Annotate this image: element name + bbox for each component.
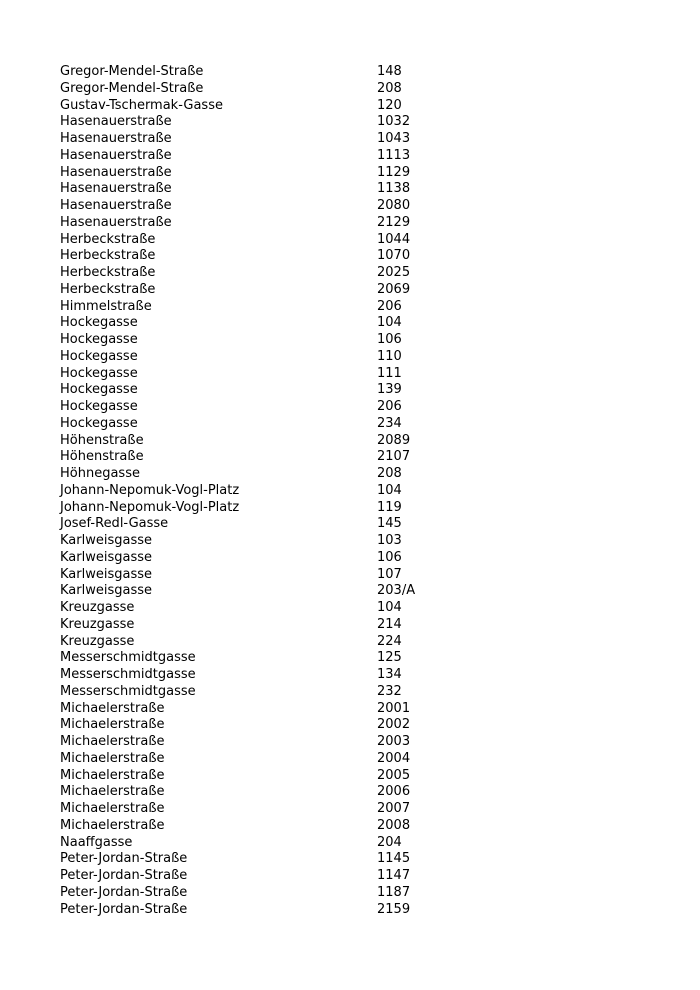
street-name: Herbeckstraße [60, 265, 156, 280]
list-item [60, 751, 620, 768]
house-number: 139 [377, 382, 402, 398]
street-name: Höhnegasse [60, 466, 140, 481]
list-item [60, 650, 620, 667]
list-item [60, 667, 620, 684]
house-number: 2007 [377, 801, 411, 816]
list-item [60, 684, 620, 701]
house-number: 2005 [377, 767, 411, 783]
house-number: 1187 [377, 884, 411, 900]
street-name: Naaffgasse [60, 834, 133, 850]
street-name: Johann-Nepomuk-Vogl-Platz [60, 482, 240, 498]
list-item [60, 332, 620, 349]
house-number: 1145 [377, 851, 411, 867]
street-name: Karlweisgasse [60, 583, 152, 599]
house-number: 104 [377, 482, 402, 498]
street-name: Michaelerstraße [60, 817, 165, 833]
house-number: 2004 [377, 750, 411, 766]
street-name: Johann-Nepomuk-Vogl-Platz [60, 499, 240, 515]
street-name: Michaelerstraße [60, 801, 165, 816]
street-name: Kreuzgasse [60, 616, 135, 632]
list-item [60, 315, 620, 332]
house-number: 2006 [377, 784, 411, 800]
street-name: Messerschmidtgasse [60, 667, 196, 682]
house-number: 103 [377, 533, 402, 548]
list-item [60, 583, 620, 600]
list-item [60, 533, 620, 550]
street-name: Hockegasse [60, 332, 138, 347]
street-name: Kreuzgasse [60, 633, 135, 649]
house-number: 1129 [377, 164, 411, 180]
street-name: Hockegasse [60, 399, 138, 414]
street-name: Michaelerstraße [60, 734, 165, 749]
list-item [60, 818, 620, 835]
street-name: Gustav-Tschermak-Gasse [60, 97, 223, 113]
house-number: 206 [377, 298, 402, 314]
street-name: Michaelerstraße [60, 717, 165, 733]
list-item [60, 265, 620, 282]
list-item [60, 165, 620, 182]
house-number: 2003 [377, 734, 411, 749]
list-item [60, 717, 620, 734]
street-name: Karlweisgasse [60, 566, 152, 582]
list-item [60, 181, 620, 198]
list-item [60, 399, 620, 416]
street-name: Hasenauerstraße [60, 181, 172, 197]
house-number: 2001 [377, 700, 411, 716]
house-number: 1147 [377, 868, 411, 883]
house-number: 2080 [377, 198, 411, 213]
house-number: 206 [377, 399, 402, 414]
street-name: Messerschmidtgasse [60, 683, 196, 699]
list-item [60, 114, 620, 131]
list-item [60, 516, 620, 533]
list-item [60, 64, 620, 81]
house-number: 1044 [377, 231, 411, 247]
street-name: Michaelerstraße [60, 767, 165, 783]
house-number: 107 [377, 566, 402, 582]
list-item [60, 483, 620, 500]
house-number: 2159 [377, 901, 411, 917]
street-name: Hockegasse [60, 382, 138, 398]
street-name: Herbeckstraße [60, 231, 156, 247]
street-name: Peter-Jordan-Straße [60, 851, 188, 867]
street-name: Hockegasse [60, 348, 138, 364]
list-item [60, 299, 620, 316]
street-name: Michaelerstraße [60, 700, 165, 716]
street-name: Peter-Jordan-Straße [60, 868, 188, 883]
list-item [60, 600, 620, 617]
list-item [60, 215, 620, 232]
list-item [60, 734, 620, 751]
house-number: 106 [377, 549, 402, 565]
list-item [60, 248, 620, 265]
list-item [60, 768, 620, 785]
house-number: 148 [377, 64, 402, 79]
street-name: Michaelerstraße [60, 750, 165, 766]
address-list [60, 64, 620, 918]
list-item [60, 902, 620, 919]
list-item [60, 567, 620, 584]
street-name: Karlweisgasse [60, 533, 152, 548]
list-item [60, 784, 620, 801]
list-item [60, 851, 620, 868]
street-name: Himmelstraße [60, 298, 152, 314]
house-number: 214 [377, 616, 402, 632]
house-number: 1113 [377, 147, 411, 163]
house-number: 1043 [377, 131, 411, 146]
street-name: Herbeckstraße [60, 281, 156, 297]
street-name: Hasenauerstraße [60, 164, 172, 180]
list-item [60, 232, 620, 249]
street-name: Höhenstraße [60, 432, 144, 448]
street-name: Peter-Jordan-Straße [60, 901, 188, 917]
house-number: 104 [377, 315, 402, 331]
street-name: Hockegasse [60, 415, 138, 431]
house-number: 2008 [377, 817, 411, 833]
list-item [60, 416, 620, 433]
list-item [60, 433, 620, 450]
street-name: Josef-Redl-Gasse [60, 516, 169, 532]
house-number: 1070 [377, 248, 411, 264]
house-number: 120 [377, 97, 402, 113]
list-item [60, 382, 620, 399]
house-number: 104 [377, 600, 402, 615]
list-item [60, 131, 620, 148]
list-item [60, 500, 620, 517]
street-name: Hasenauerstraße [60, 131, 172, 146]
list-item [60, 148, 620, 165]
house-number: 203/A [377, 583, 416, 599]
house-number: 145 [377, 516, 402, 532]
house-number: 1032 [377, 114, 411, 130]
house-number: 119 [377, 499, 402, 515]
house-number: 106 [377, 332, 402, 347]
list-item [60, 550, 620, 567]
list-item [60, 701, 620, 718]
list-item [60, 98, 620, 115]
house-number: 234 [377, 415, 402, 431]
list-item [60, 466, 620, 483]
street-name: Peter-Jordan-Straße [60, 884, 188, 900]
house-number: 232 [377, 683, 402, 699]
street-name: Michaelerstraße [60, 784, 165, 800]
house-number: 204 [377, 834, 402, 850]
house-number: 2089 [377, 432, 411, 448]
street-name: Karlweisgasse [60, 549, 152, 565]
house-number: 208 [377, 466, 402, 481]
street-name: Messerschmidtgasse [60, 650, 196, 666]
street-name: Hockegasse [60, 365, 138, 381]
list-item [60, 449, 620, 466]
list-item [60, 617, 620, 634]
street-name: Hasenauerstraße [60, 114, 172, 130]
street-name: Höhenstraße [60, 449, 144, 465]
list-item [60, 835, 620, 852]
street-name: Hockegasse [60, 315, 138, 331]
list-item [60, 282, 620, 299]
house-number: 111 [377, 365, 402, 381]
street-name: Gregor-Mendel-Straße [60, 80, 204, 96]
list-item [60, 198, 620, 215]
street-name: Gregor-Mendel-Straße [60, 64, 204, 79]
house-number: 2129 [377, 214, 411, 230]
list-item [60, 349, 620, 366]
house-number: 1138 [377, 181, 411, 197]
street-name: Hasenauerstraße [60, 147, 172, 163]
house-number: 224 [377, 633, 402, 649]
house-number: 125 [377, 650, 402, 666]
house-number: 2069 [377, 281, 411, 297]
list-item [60, 868, 620, 885]
street-name: Kreuzgasse [60, 600, 135, 615]
street-name: Herbeckstraße [60, 248, 156, 264]
house-number: 110 [377, 348, 402, 364]
house-number: 208 [377, 80, 402, 96]
list-item [60, 81, 620, 98]
house-number: 2025 [377, 265, 411, 280]
street-name: Hasenauerstraße [60, 198, 172, 213]
house-number: 134 [377, 667, 402, 682]
list-item [60, 366, 620, 383]
list-item [60, 801, 620, 818]
street-name: Hasenauerstraße [60, 214, 172, 230]
house-number: 2002 [377, 717, 411, 733]
house-number: 2107 [377, 449, 411, 465]
list-item [60, 885, 620, 902]
list-item [60, 634, 620, 651]
